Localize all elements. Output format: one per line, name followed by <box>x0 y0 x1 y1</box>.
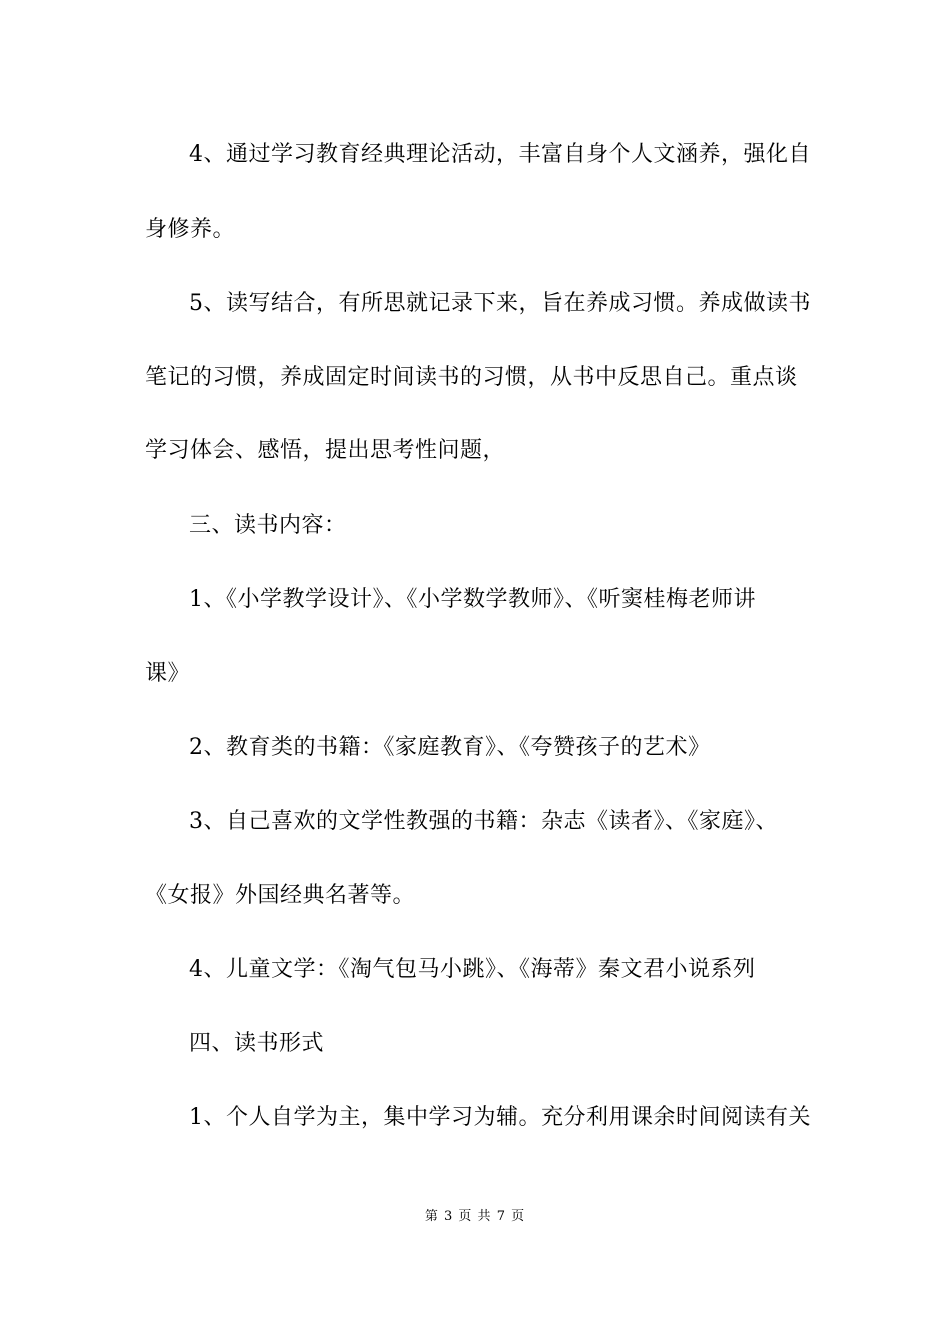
section-heading: 四、读书形式 <box>189 1031 325 1056</box>
page-footer: 第 3 页 共 7 页 <box>424 1209 526 1224</box>
paragraph-line: 5、读写结合，有所思就记录下来，旨在养成习惯。养成做读书 <box>189 291 811 316</box>
paragraph-line: 4、通过学习教育经典理论活动，丰富自身个人文涵养，强化自 <box>189 142 811 167</box>
section-heading: 三、读书内容： <box>189 513 347 538</box>
paragraph-line: 课》 <box>145 661 191 686</box>
paragraph-line: 笔记的习惯，养成固定时间读书的习惯，从书中反思自己。重点谈 <box>145 365 798 390</box>
paragraph-line: 3、自己喜欢的文学性教强的书籍：杂志《读者》、《家庭》、 <box>189 809 778 834</box>
paragraph-line: 1、《小学教学设计》、《小学数学教师》、《听窦桂梅老师讲 <box>189 587 756 612</box>
paragraph-line: 1、个人自学为主，集中学习为辅。充分利用课余时间阅读有关 <box>189 1105 811 1130</box>
paragraph-line: 学习体会、感悟，提出思考性问题， <box>145 438 506 463</box>
paragraph-line: 4、儿童文学：《淘气包马小跳》、《海蒂》秦文君小说系列 <box>189 957 756 982</box>
paragraph-line: 《女报》外国经典名著等。 <box>145 883 416 908</box>
paragraph-line: 2、教育类的书籍：《家庭教育》、《夸赞孩子的艺术》 <box>189 735 711 760</box>
paragraph-line: 身修养。 <box>145 217 236 242</box>
